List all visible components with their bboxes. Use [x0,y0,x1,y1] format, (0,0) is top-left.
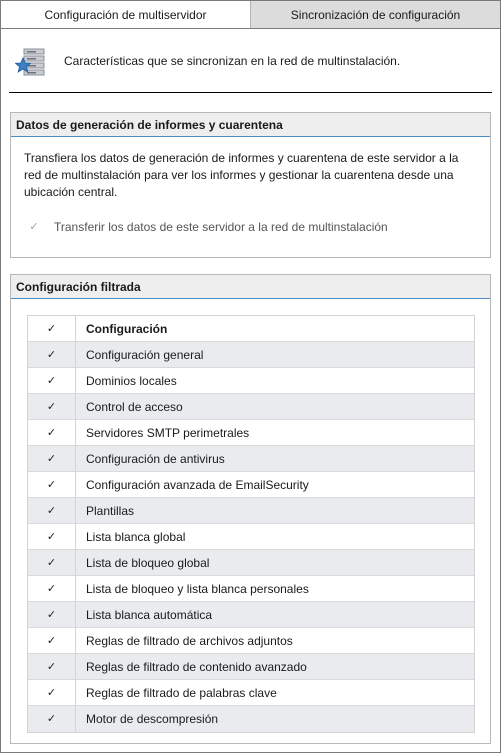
tab-label: Configuración de multiservidor [44,7,207,22]
table-row[interactable] [28,654,474,680]
row-label: Lista de bloqueo global [86,555,210,570]
row-checkbox[interactable]: ✓ [46,608,57,621]
row-checkbox[interactable]: ✓ [46,582,57,595]
server-sync-icon [15,46,47,76]
row-label: Reglas de filtrado de contenido avanzado [86,659,307,674]
row-label: Motor de descompresión [86,712,219,726]
row-label: Servidores SMTP perimetrales [86,425,250,440]
row-checkbox[interactable]: ✓ [46,660,57,673]
select-all-checkbox[interactable]: ✓ [46,322,57,335]
row-checkbox[interactable]: ✓ [46,374,57,387]
page-header [9,29,492,93]
table-row[interactable] [28,420,474,446]
column-header-config: Configuración [86,321,168,336]
table-row[interactable] [28,576,474,602]
tab-config-sync[interactable] [250,1,500,28]
table-row[interactable] [28,680,474,706]
row-checkbox[interactable]: ✓ [46,452,57,465]
row-checkbox[interactable]: ✓ [46,504,57,517]
row-label: Dominios locales [86,373,177,388]
row-label: Reglas de filtrado de palabras clave [86,685,277,700]
header-description: Características que se sincronizan en la red de multinstalación. [64,53,401,68]
row-label: Plantillas [86,503,135,518]
row-checkbox[interactable]: ✓ [46,348,57,361]
tab-multiserver-config[interactable] [1,1,250,28]
row-label: Lista blanca automática [86,607,213,622]
tab-bar [1,1,500,29]
report-quarantine-group [10,112,491,258]
row-checkbox[interactable]: ✓ [46,478,57,491]
tab-label: Sincronización de configuración [290,7,461,22]
row-label: Control de acceso [86,399,183,414]
transfer-data-checkbox[interactable]: ✓ [29,221,39,233]
row-label: Lista de bloqueo y lista blanca personales [86,581,309,596]
table-row[interactable] [28,446,474,472]
row-label: Lista blanca global [86,529,186,544]
row-checkbox[interactable]: ✓ [46,634,57,647]
row-checkbox[interactable]: ✓ [46,556,57,569]
row-label: Configuración avanzada de EmailSecurity [86,477,309,492]
table-row[interactable] [28,368,474,394]
report-description: Transfiera los datos de generación de informes y cuarentena de este servidor a la red de multinstalación para ver los informes y gestionar la cuarentena desde una ubicación central. [24,151,459,199]
group-title: Configuración filtrada [11,275,490,299]
table-row[interactable] [28,628,474,654]
row-checkbox[interactable]: ✓ [46,713,57,725]
table-row[interactable] [28,498,474,524]
table-row[interactable] [28,706,474,732]
table-row[interactable] [28,394,474,420]
row-checkbox[interactable]: ✓ [46,400,57,413]
table-row[interactable] [28,342,474,368]
row-checkbox[interactable]: ✓ [46,530,57,543]
table-header-row [28,316,474,342]
transfer-data-label: Transferir los datos de este servidor a la red de multinstalación [54,220,388,234]
row-checkbox[interactable]: ✓ [46,686,57,699]
filtered-config-group [10,274,491,744]
filtered-config-table [27,315,475,733]
table-row[interactable] [28,550,474,576]
table-row[interactable] [28,472,474,498]
row-label: Configuración general [86,347,204,362]
group-title: Datos de generación de informes y cuarentena [11,113,490,137]
table-row[interactable] [28,602,474,628]
row-label: Configuración de antivirus [86,451,225,466]
row-checkbox[interactable]: ✓ [46,426,57,439]
transfer-data-checkbox-row[interactable] [24,220,490,234]
table-row[interactable] [28,524,474,550]
row-label: Reglas de filtrado de archivos adjuntos [86,633,293,648]
